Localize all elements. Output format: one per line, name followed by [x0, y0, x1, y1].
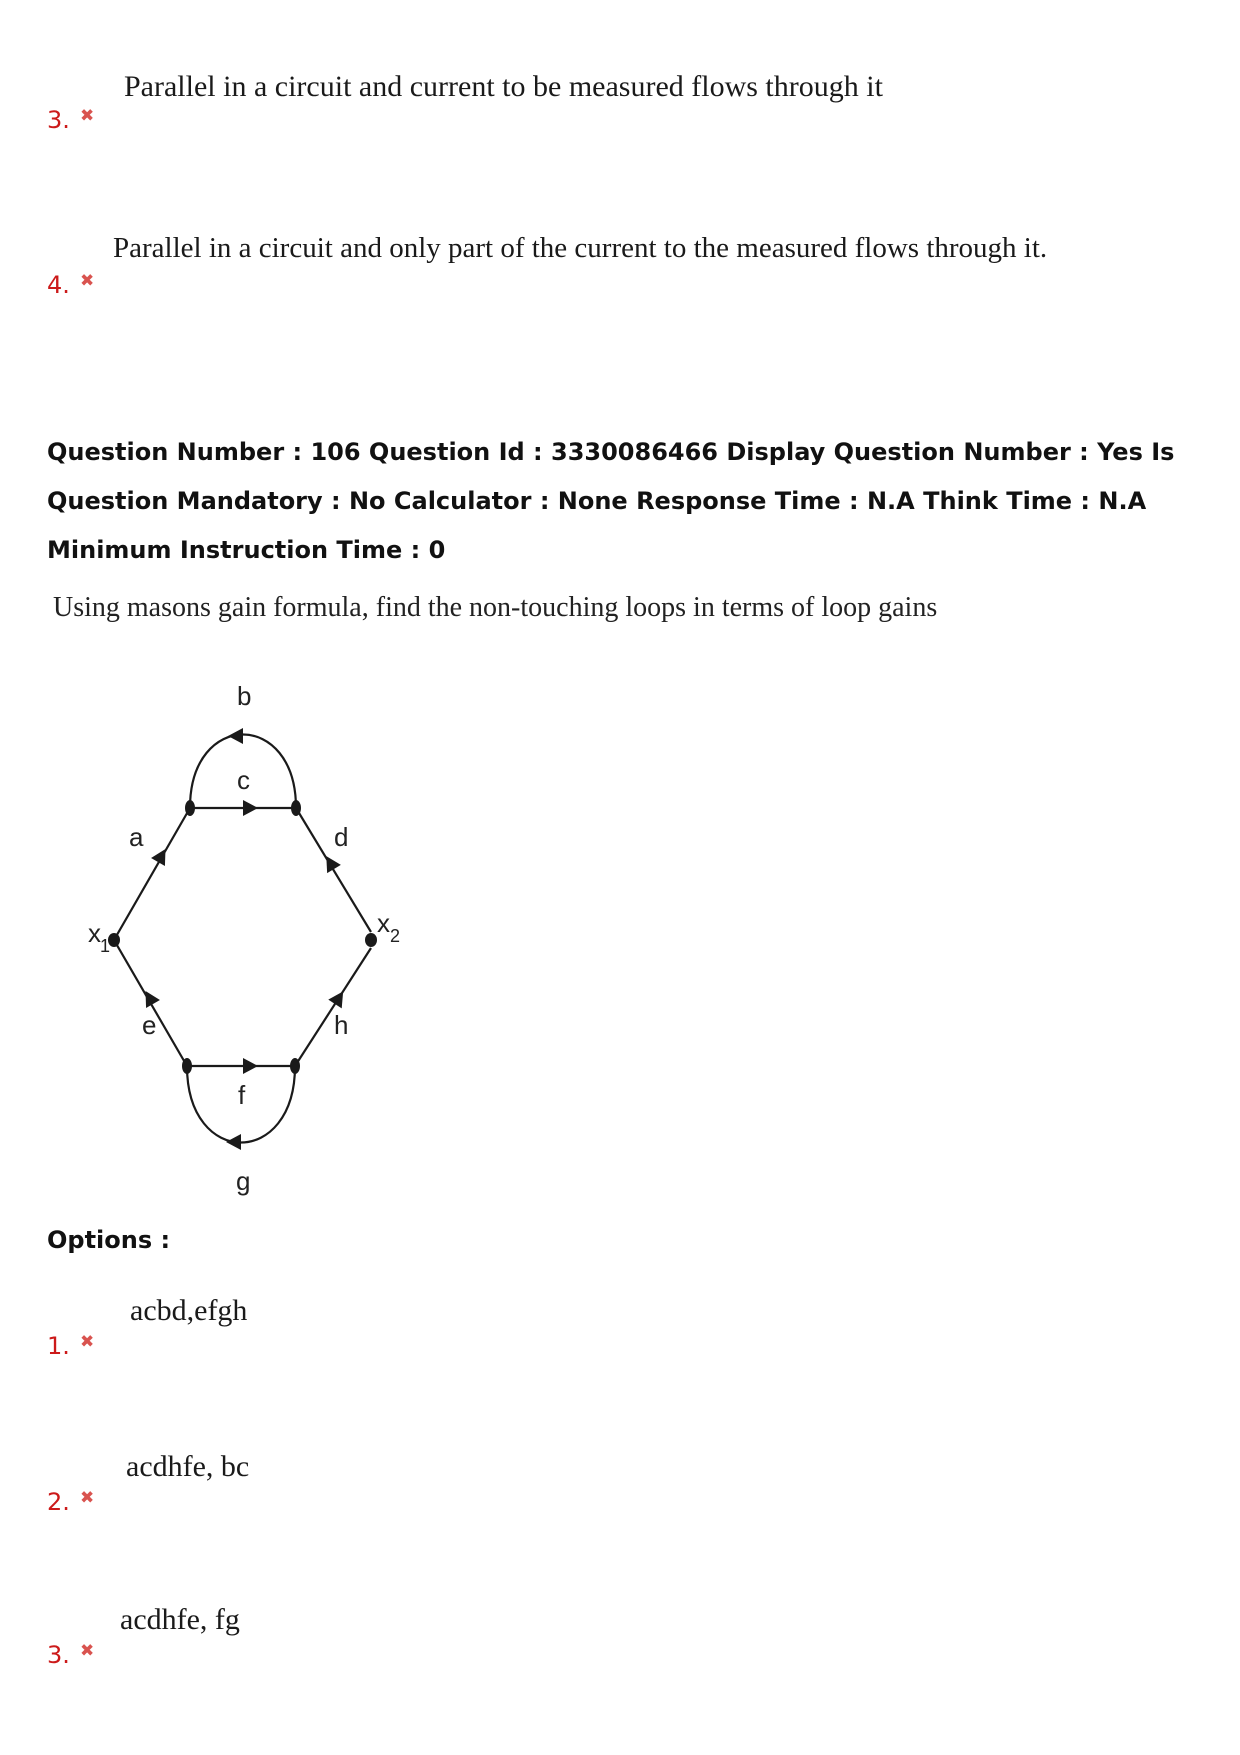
label-c: c: [237, 765, 250, 795]
label-d: d: [334, 822, 349, 852]
option-number: 3.: [47, 106, 70, 134]
option-number: 1.: [47, 1332, 70, 1360]
label-e: e: [142, 1010, 157, 1040]
label-b: b: [237, 681, 252, 711]
label-x1: x: [88, 918, 101, 948]
signal-flow-graph: [80, 670, 420, 1210]
question-text: Using masons gain formula, find the non-touching loops in terms of loop gains: [53, 592, 938, 623]
option-number: 4.: [47, 271, 70, 299]
arrow-c-icon: [243, 800, 258, 816]
options-label: Options :: [47, 1226, 171, 1254]
arrow-a-icon: [151, 845, 172, 866]
option-number: 2.: [47, 1488, 70, 1516]
question-metadata: Question Number : 106 Question Id : 3330086466 Display Question Number : Yes Is Question Mandatory : No Calculator : None Response Time : N.A Think Time : N.A Minimum Instruction Time : 0: [47, 438, 1175, 564]
label-h: h: [334, 1010, 349, 1040]
label-x2: x: [377, 908, 390, 938]
cross-icon: ✖: [80, 271, 95, 291]
option-text: acdhfe, fg: [120, 1603, 240, 1636]
option-number: 3.: [47, 1641, 70, 1669]
option-text: Parallel in a circuit and only part of the current to the measured flows through it.: [113, 232, 1048, 264]
arrow-e-icon: [139, 987, 160, 1008]
node-upper-right: [291, 800, 301, 816]
arrow-f-icon: [243, 1058, 258, 1074]
arrow-g-icon: [226, 1134, 241, 1150]
node-lower-right: [290, 1058, 300, 1074]
node-lower-left: [182, 1058, 192, 1074]
option-text: Parallel in a circuit and current to be measured flows through it: [124, 70, 883, 103]
label-a: a: [129, 822, 144, 852]
arrow-d-icon: [319, 852, 340, 873]
branch-a: [114, 808, 190, 940]
node-upper-left: [185, 800, 195, 816]
cross-icon: ✖: [80, 1488, 95, 1508]
option-text: acbd,efgh: [130, 1294, 248, 1327]
branch-h: [295, 948, 371, 1066]
label-f: f: [238, 1080, 246, 1110]
label-x1-subscript: 1: [100, 936, 111, 956]
arrow-b-icon: [228, 728, 243, 744]
cross-icon: ✖: [80, 1332, 95, 1352]
node-x2: [365, 933, 377, 947]
cross-icon: ✖: [80, 106, 95, 126]
label-x2-subscript: 2: [390, 926, 401, 946]
cross-icon: ✖: [80, 1641, 95, 1661]
label-g: g: [236, 1166, 251, 1196]
arrow-h-icon: [328, 987, 350, 1008]
option-text: acdhfe, bc: [126, 1450, 250, 1483]
